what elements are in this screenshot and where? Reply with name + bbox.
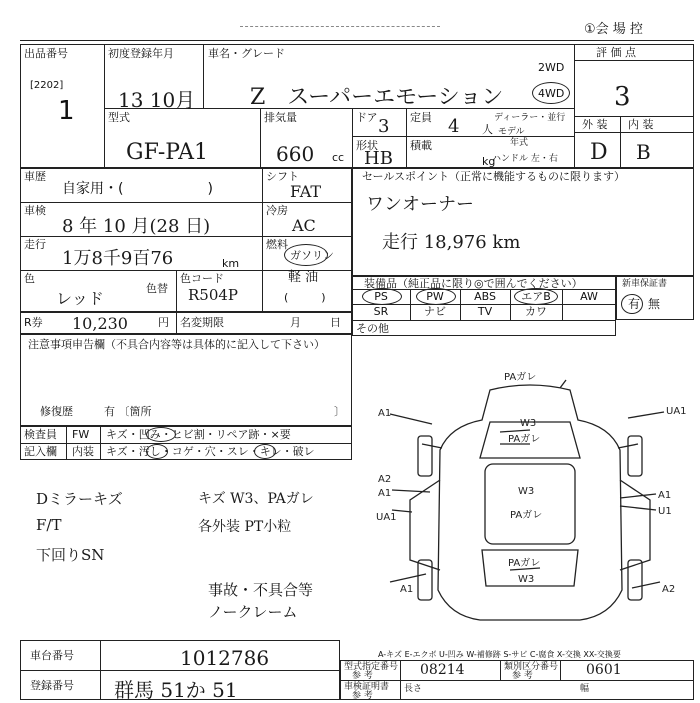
sales-point-line1: ワンオーナー (366, 194, 474, 215)
mark-u1-l: UA1 (376, 512, 397, 523)
divider (620, 116, 621, 168)
equip-pw-circle (416, 288, 456, 305)
equip-airbag-circle (514, 288, 558, 305)
inspector-fw: FW (72, 428, 90, 441)
dent-circle (146, 427, 176, 442)
recycle-value: 10,230 (72, 314, 128, 333)
cert-sub: 参 考 (352, 691, 373, 701)
type-designation-label: 型式指定番号 (344, 662, 399, 672)
divider (20, 202, 352, 203)
divider (406, 108, 407, 168)
fuel-other: ( ) (284, 291, 326, 304)
mark-a2-l: A2 (378, 474, 392, 485)
chassis-label: 車台番号 (30, 649, 74, 662)
equip-navi: ナビ (424, 305, 446, 318)
inspector-interior-items: キズ・汚し・コゲ・穴・スレ・キレ・破レ (106, 445, 315, 458)
fuel-diesel: 軽 油 (288, 270, 319, 285)
inspector-interior: 内装 (72, 445, 94, 458)
car-name-value: Z スーパーエモーション (250, 85, 504, 110)
equip-airbag: エアB (521, 290, 551, 303)
recycle-label: R券 (24, 316, 43, 329)
doors-value: 3 (378, 116, 390, 137)
shape-value: HB (364, 148, 393, 169)
chassis-value: 1012786 (180, 646, 270, 670)
mark-pa-rear: PAガレ (508, 558, 541, 569)
divider (560, 660, 561, 680)
divider (574, 132, 694, 133)
notes-label: 注意事項申告欄（不具合内容等は具体的に記入して下さい） (28, 338, 325, 351)
divider (66, 426, 67, 460)
year-label: 年式 (510, 138, 529, 148)
stain-circle (146, 444, 168, 459)
handle-label: ハンドル 左・右 (492, 154, 558, 164)
mileage-label: 走行 (24, 238, 46, 251)
equip-sr: SR (373, 305, 389, 318)
shift-label: シフト (266, 170, 299, 183)
mark-w3-rear: W3 (518, 574, 535, 585)
type-designation-sub: 参 考 (352, 671, 373, 681)
load-label: 積載 (410, 139, 432, 152)
divider (176, 270, 177, 312)
cert-label: 車検証明書 (344, 682, 390, 692)
mark-a2-rr: A2 (662, 584, 676, 595)
venue-copy-label: ①会 場 控 (584, 22, 643, 37)
divider (400, 660, 401, 700)
diagram-legend: A-キズ E-エクボ U-凹み W-補修跡 S-サビ C-腐食 X-交換 XX-交換要 (378, 650, 621, 659)
warranty-yes: 有 (628, 297, 641, 311)
recycle-unit: 円 (158, 316, 169, 329)
model-value: GF-PA1 (126, 140, 208, 165)
top-border (20, 40, 694, 41)
color-tone-label: 色替 (146, 282, 168, 295)
inspector-label-2: 記入欄 (24, 445, 57, 458)
divider (20, 443, 352, 444)
warranty-label: 新車保証書 (622, 279, 668, 289)
shape-label: 形状 (356, 139, 378, 152)
drive-4wd-circle (532, 82, 570, 104)
interior-grade: B (636, 140, 651, 164)
category-label: 類別区分番号 (504, 662, 559, 672)
drive-4wd: 4WD (538, 87, 565, 100)
fuel-gasoline-circle (284, 244, 328, 266)
equipment-label: 装備品（純正品に限り◎で囲んでください） (364, 277, 583, 290)
displacement-value: 660 (276, 142, 315, 166)
equip-ps: PS (374, 290, 388, 303)
grade-label: 評 価 点 (596, 46, 636, 59)
interior-grade-label: 内 装 (628, 118, 654, 131)
mark-pa-roof: PAガレ (510, 510, 543, 521)
remark-scratch-repair: キズ W3、PAガレ (198, 491, 314, 507)
trade-limit-label: 名変期限 (180, 316, 224, 329)
repair-history-label: 修復歴 (40, 405, 73, 418)
color-label: 色 (24, 272, 35, 285)
sales-point-label: セールスポイント（正常に機能するものに限ります） (362, 170, 626, 183)
capacity-value: 4 (448, 116, 460, 137)
color-value: レッド (56, 289, 104, 308)
warranty-yes-circle (621, 294, 643, 314)
divider (262, 168, 263, 312)
equip-aw: AW (580, 290, 598, 303)
divider (104, 44, 105, 168)
category-sub: 参 考 (512, 671, 533, 681)
trade-limit-month: 月 (290, 316, 301, 329)
mileage-unit: km (222, 257, 240, 270)
displacement-label: 排気量 (264, 111, 297, 124)
mark-w3-roof: W3 (518, 486, 535, 497)
capacity-label: 定員 (410, 111, 432, 124)
grade-score: 3 (614, 82, 631, 112)
warranty-no: 無 (648, 297, 661, 311)
mark-u1-r: U1 (658, 506, 672, 517)
mark-front-paint: PAガレ (504, 372, 537, 383)
sales-point-line2: 走行 18,976 km (382, 232, 521, 253)
registration-value: 群馬 51か 51 (114, 678, 238, 702)
lot-label: 出品番号 (24, 47, 68, 60)
fuel-label: 燃料 (266, 238, 288, 251)
history-value: 自家用・( ) (62, 181, 213, 197)
cooling-value: AC (292, 216, 316, 235)
divider (260, 108, 261, 168)
equip-abs: ABS (474, 290, 496, 303)
shift-value: FAT (290, 182, 322, 201)
cert-length-label: 長さ (404, 684, 423, 694)
inspector-label-1: 検査員 (24, 428, 57, 441)
divider (100, 640, 101, 700)
inspection-value: 8 年 10 月(28 日) (62, 216, 211, 237)
mileage-value: 1万8千9百76 (62, 248, 174, 269)
equip-pw: PW (426, 290, 444, 303)
registration-label: 登録番号 (30, 679, 74, 692)
sales-point-block (352, 168, 694, 276)
divider (352, 320, 616, 321)
divider (176, 312, 177, 334)
remark-ft: F/T (36, 516, 62, 534)
first-registration-value: 13 10月 (118, 88, 196, 112)
type-designation-value: 08214 (420, 662, 465, 678)
repair-history-value: 有 〔箇所 (104, 405, 152, 418)
history-label: 車歴 (24, 170, 46, 183)
divider (352, 108, 353, 168)
stamp-no-claim: ノークレーム (208, 603, 298, 621)
color-code-label: 色コード (180, 272, 224, 285)
divider (574, 60, 694, 61)
lot-number: 1 (58, 96, 75, 126)
mark-a1-l: A1 (378, 488, 392, 499)
mark-u1-fr: UA1 (666, 406, 687, 417)
mark-a1-rl: A1 (400, 584, 414, 595)
header-smudge (240, 26, 440, 30)
stamp-accident: 事故・不具合等 (208, 581, 314, 599)
load-unit: kg (482, 155, 496, 168)
model-label: 型式 (108, 111, 130, 124)
capacity-unit: 人 (482, 123, 493, 136)
equip-tv: TV (477, 305, 493, 318)
drive-2wd: 2WD (538, 61, 565, 74)
remark-mirror-scratch: Dミラーキズ (36, 490, 123, 508)
mark-pa-hood: PAガレ (508, 434, 541, 445)
divider (500, 660, 501, 680)
mark-a1-fl: A1 (378, 408, 392, 419)
model-year-label: モデル (498, 127, 525, 137)
remark-underbody: 下回りSN (36, 546, 105, 564)
mark-a1-r: A1 (658, 490, 672, 501)
divider (100, 426, 101, 460)
category-value: 0601 (586, 662, 622, 678)
exterior-grade: D (590, 140, 608, 165)
cooling-label: 冷房 (266, 204, 288, 217)
inspection-label: 車検 (24, 204, 46, 217)
doors-label: ドア (356, 111, 378, 124)
cert-width-label: 幅 (580, 684, 590, 694)
equip-leather: カワ (525, 305, 547, 318)
inspector-fw-items: キズ・凹み・ヒビ割・リペア跡・×要 (106, 428, 291, 441)
exterior-grade-label: 外 装 (582, 118, 608, 131)
other-label: その他 (356, 322, 389, 335)
color-code: R504P (188, 286, 239, 304)
dealer-label: ディーラー・並行 (494, 113, 566, 123)
divider (574, 44, 575, 168)
lot-code: [2202] (30, 80, 64, 91)
repair-history-close: 〕 (334, 405, 345, 418)
divider (20, 670, 340, 671)
first-registration-label: 初度登録年月 (108, 47, 174, 60)
mark-w3-hood: W3 (520, 418, 537, 429)
divider (203, 44, 204, 108)
fuel-gasoline: ガソリン (290, 249, 334, 262)
equip-ps-circle (362, 288, 402, 305)
trade-limit-day: 日 (330, 316, 341, 329)
remark-paint-chips: 各外装 PT小粒 (198, 519, 292, 535)
wear-circle (254, 444, 276, 459)
displacement-unit: cc (332, 151, 345, 164)
car-damage-diagram (370, 360, 690, 640)
car-name-label: 車名・グレード (208, 47, 285, 60)
divider (574, 116, 694, 117)
